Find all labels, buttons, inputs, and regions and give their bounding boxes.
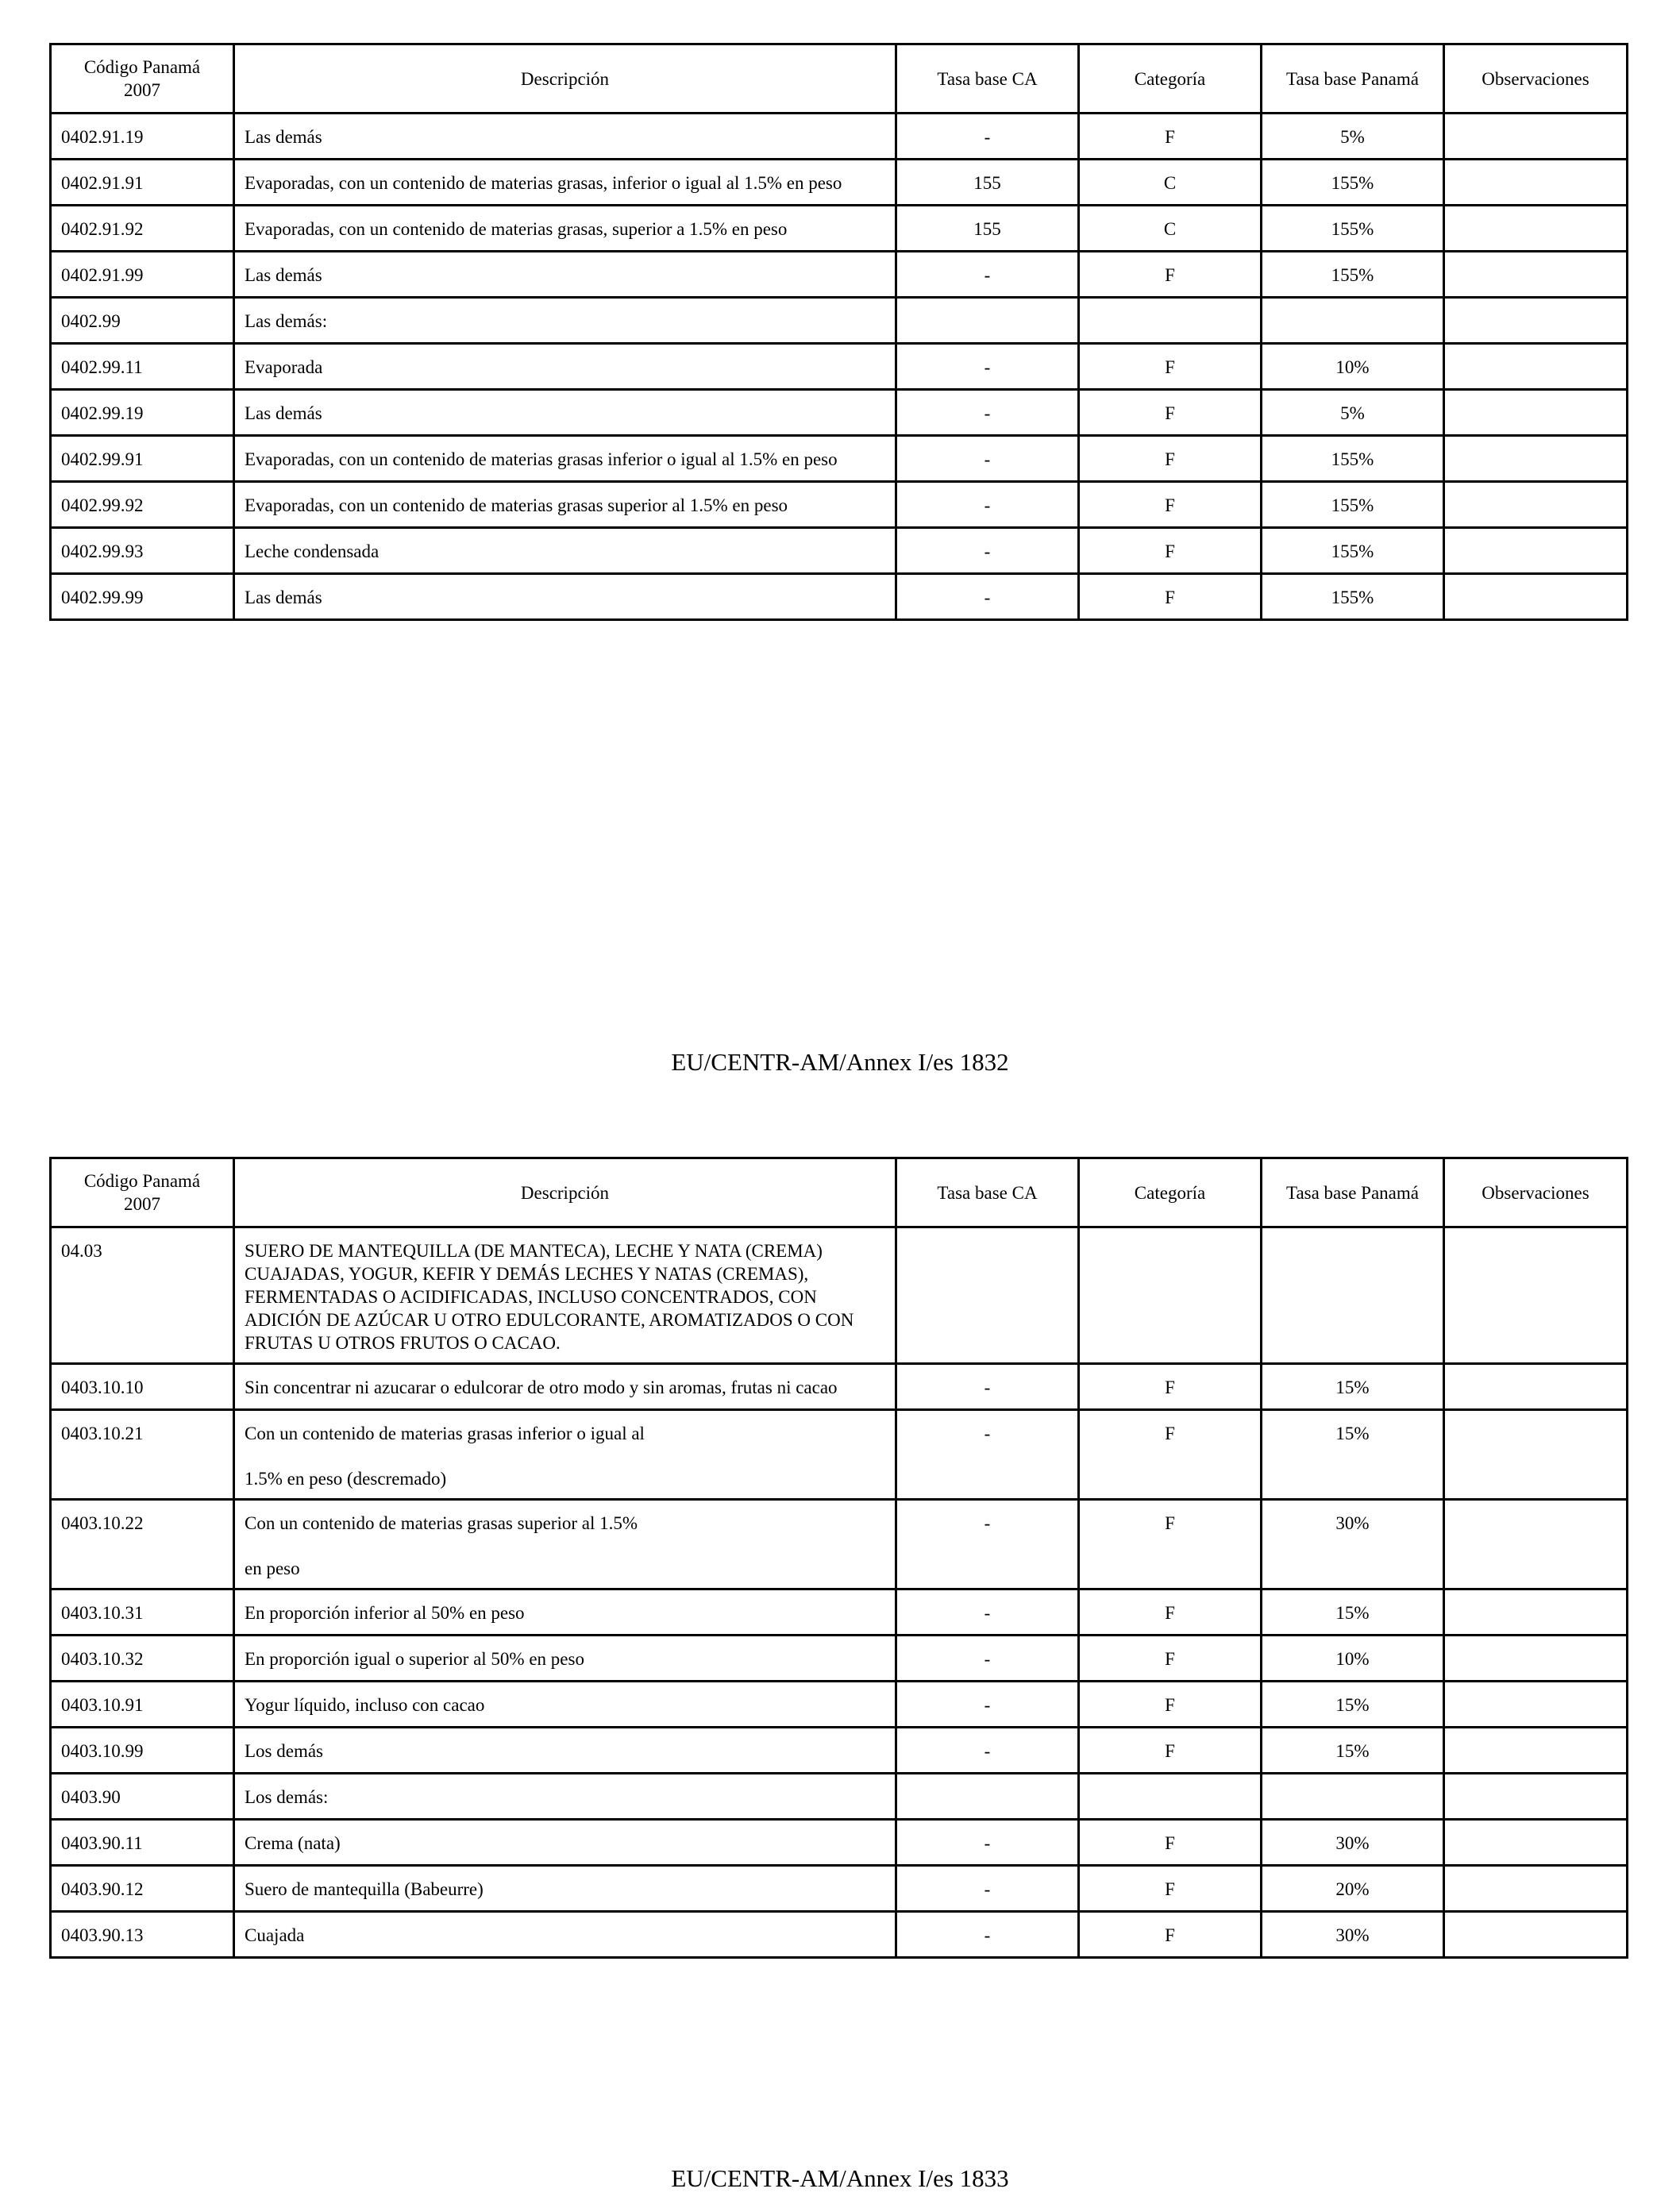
cell-observaciones (1444, 344, 1628, 390)
header-tasa-ca: Tasa base CA (896, 1158, 1079, 1227)
cell-tasa-panama: 10% (1262, 1636, 1444, 1682)
cell-observaciones (1444, 1774, 1628, 1820)
table-body (51, 114, 1628, 620)
cell-tasa-panama: 155% (1262, 436, 1444, 482)
cell-tasa-ca: - (896, 1364, 1079, 1410)
cell-tasa-panama: 155% (1262, 252, 1444, 298)
cell-observaciones (1444, 1364, 1628, 1410)
descripcion-line: Evaporadas, con un contenido de materias grasas inferior o igual al 1.5% en peso (245, 449, 838, 469)
descripcion-line: Crema (nata) (245, 1833, 341, 1853)
table-header-row (51, 44, 1628, 114)
cell-codigo: 0403.90 (51, 1774, 234, 1820)
cell-descripcion (234, 482, 896, 528)
descripcion-line: SUERO DE MANTEQUILLA (DE MANTECA), LECHE Y NATA (CREMA) CUAJADAS, YOGUR, KEFIR Y DEMÁS LECHES Y NATAS (CREMAS), FERMENTADAS O ACIDIFICADAS, INCLUSO CONCENTRADOS, CON ADICIÓN DE AZÚCAR U OTRO EDULCORANTE, AROMATIZADOS O CON FRUTAS U OTROS FRUTOS O CACAO. (245, 1241, 854, 1353)
cell-categoria: C (1079, 206, 1262, 252)
cell-tasa-ca: - (896, 1500, 1079, 1589)
cell-descripcion (234, 1728, 896, 1774)
header-descripcion: Descripción (234, 1158, 896, 1227)
descripcion-line: Las demás (245, 127, 322, 147)
descripcion-line: Evaporada (245, 357, 323, 377)
cell-observaciones (1444, 206, 1628, 252)
cell-observaciones (1444, 1589, 1628, 1636)
cell-categoria: F (1079, 482, 1262, 528)
line-gap (245, 1445, 876, 1467)
cell-codigo: 0403.10.32 (51, 1636, 234, 1682)
header-observaciones: Observaciones (1444, 44, 1628, 114)
cell-tasa-panama: 20% (1262, 1866, 1444, 1912)
cell-tasa-ca: - (896, 1728, 1079, 1774)
cell-tasa-ca: 155 (896, 206, 1079, 252)
cell-descripcion (234, 1820, 896, 1866)
cell-tasa-panama: 155% (1262, 206, 1444, 252)
cell-tasa-panama: 10% (1262, 344, 1444, 390)
cell-tasa-ca: - (896, 1912, 1079, 1958)
tariff-table-page-1833 (49, 1157, 1628, 1959)
descripcion-line: En proporción igual o superior al 50% en peso (245, 1649, 584, 1669)
cell-tasa-ca (896, 298, 1079, 344)
descripcion-line: en peso (245, 1559, 300, 1578)
cell-observaciones (1444, 1820, 1628, 1866)
cell-tasa-ca: - (896, 1866, 1079, 1912)
cell-observaciones (1444, 574, 1628, 620)
cell-codigo: 0402.91.91 (51, 160, 234, 206)
table-row (51, 252, 1628, 298)
cell-codigo: 0402.99.92 (51, 482, 234, 528)
cell-observaciones (1444, 1410, 1628, 1500)
descripcion-line: Los demás (245, 1741, 324, 1761)
cell-categoria: F (1079, 528, 1262, 574)
cell-categoria: F (1079, 114, 1262, 160)
cell-tasa-panama (1262, 1774, 1444, 1820)
table-row (51, 390, 1628, 436)
cell-descripcion (234, 252, 896, 298)
cell-codigo: 0402.99.91 (51, 436, 234, 482)
cell-categoria: F (1079, 1820, 1262, 1866)
header-categoria: Categoría (1079, 44, 1262, 114)
cell-codigo: 0402.99.99 (51, 574, 234, 620)
cell-codigo: 0403.10.10 (51, 1364, 234, 1410)
table-row (51, 1364, 1628, 1410)
cell-categoria: F (1079, 1682, 1262, 1728)
cell-codigo: 0403.10.99 (51, 1728, 234, 1774)
header-codigo-line-2: 2007 (124, 80, 160, 100)
header-observaciones: Observaciones (1444, 1158, 1628, 1227)
cell-descripcion (234, 1589, 896, 1636)
tariff-table-page-1832 (49, 43, 1628, 621)
table-row (51, 1728, 1628, 1774)
table-row (51, 1774, 1628, 1820)
cell-observaciones (1444, 390, 1628, 436)
cell-codigo: 0402.91.92 (51, 206, 234, 252)
cell-descripcion (234, 1364, 896, 1410)
cell-descripcion (234, 574, 896, 620)
cell-codigo: 04.03 (51, 1227, 234, 1364)
cell-descripcion (234, 114, 896, 160)
table-row (51, 1410, 1628, 1500)
descripcion-line: Con un contenido de materias grasas superior al 1.5% (245, 1513, 638, 1533)
cell-categoria: F (1079, 1912, 1262, 1958)
cell-descripcion (234, 160, 896, 206)
cell-observaciones (1444, 298, 1628, 344)
cell-descripcion (234, 1682, 896, 1728)
cell-observaciones (1444, 528, 1628, 574)
cell-categoria: F (1079, 1500, 1262, 1589)
table-row (51, 114, 1628, 160)
cell-observaciones (1444, 1728, 1628, 1774)
cell-codigo: 0402.99.93 (51, 528, 234, 574)
cell-descripcion (234, 1866, 896, 1912)
cell-codigo: 0402.99.19 (51, 390, 234, 436)
table-row (51, 1589, 1628, 1636)
cell-tasa-panama: 15% (1262, 1410, 1444, 1500)
descripcion-line: 1.5% en peso (descremado) (245, 1469, 447, 1489)
cell-categoria: F (1079, 1410, 1262, 1500)
cell-tasa-ca: - (896, 436, 1079, 482)
descripcion-line: Leche condensada (245, 541, 380, 561)
cell-tasa-panama: 30% (1262, 1820, 1444, 1866)
cell-categoria (1079, 1227, 1262, 1364)
cell-categoria: F (1079, 1728, 1262, 1774)
cell-categoria: F (1079, 1866, 1262, 1912)
table-row (51, 1636, 1628, 1682)
table-row (51, 344, 1628, 390)
cell-observaciones (1444, 1912, 1628, 1958)
table-row (51, 1820, 1628, 1866)
cell-codigo: 0403.90.11 (51, 1820, 234, 1866)
descripcion-line: Yogur líquido, incluso con cacao (245, 1695, 485, 1715)
cell-tasa-ca (896, 1774, 1079, 1820)
table-row (51, 1912, 1628, 1958)
cell-tasa-panama: 15% (1262, 1728, 1444, 1774)
page-footer-reference: EU/CENTR-AM/Annex I/es 1833 (671, 2164, 1009, 2192)
cell-tasa-panama: 30% (1262, 1912, 1444, 1958)
table-row (51, 1682, 1628, 1728)
descripcion-line: Evaporadas, con un contenido de materias grasas, superior a 1.5% en peso (245, 219, 788, 239)
cell-tasa-panama: 5% (1262, 114, 1444, 160)
cell-tasa-ca: - (896, 344, 1079, 390)
cell-tasa-ca: - (896, 1820, 1079, 1866)
cell-tasa-ca: - (896, 574, 1079, 620)
cell-categoria: F (1079, 1364, 1262, 1410)
table-row (51, 574, 1628, 620)
cell-tasa-ca: - (896, 482, 1079, 528)
table-header-row (51, 1158, 1628, 1227)
cell-categoria: F (1079, 436, 1262, 482)
cell-codigo: 0403.10.91 (51, 1682, 234, 1728)
table-row (51, 1227, 1628, 1364)
cell-codigo: 0403.90.13 (51, 1912, 234, 1958)
cell-tasa-ca: - (896, 1636, 1079, 1682)
table-body (51, 1227, 1628, 1958)
cell-descripcion (234, 298, 896, 344)
descripcion-line: Las demás: (245, 311, 328, 331)
descripcion-line: Las demás (245, 403, 322, 423)
cell-categoria: F (1079, 390, 1262, 436)
header-tasa-panama: Tasa base Panamá (1262, 44, 1444, 114)
table-row (51, 528, 1628, 574)
cell-descripcion (234, 1912, 896, 1958)
cell-descripcion (234, 1774, 896, 1820)
cell-descripcion (234, 390, 896, 436)
cell-categoria (1079, 1774, 1262, 1820)
cell-codigo: 0403.10.31 (51, 1589, 234, 1636)
cell-tasa-ca: - (896, 114, 1079, 160)
cell-observaciones (1444, 1500, 1628, 1589)
descripcion-line: Con un contenido de materias grasas inferior o igual al (245, 1424, 645, 1443)
cell-codigo: 0403.10.22 (51, 1500, 234, 1589)
cell-tasa-ca: - (896, 1410, 1079, 1500)
cell-categoria: C (1079, 160, 1262, 206)
cell-categoria: F (1079, 344, 1262, 390)
cell-tasa-ca: - (896, 390, 1079, 436)
cell-tasa-panama: 155% (1262, 482, 1444, 528)
descripcion-line: Las demás (245, 588, 322, 607)
cell-tasa-panama: 155% (1262, 528, 1444, 574)
table-row (51, 482, 1628, 528)
cell-tasa-panama (1262, 1227, 1444, 1364)
cell-descripcion (234, 1227, 896, 1364)
descripcion-line: Suero de mantequilla (Babeurre) (245, 1879, 484, 1899)
cell-tasa-ca: - (896, 528, 1079, 574)
cell-categoria: F (1079, 252, 1262, 298)
descripcion-line: En proporción inferior al 50% en peso (245, 1603, 525, 1623)
cell-descripcion (234, 1500, 896, 1589)
cell-descripcion (234, 1636, 896, 1682)
cell-tasa-ca: - (896, 1682, 1079, 1728)
descripcion-line: Evaporadas, con un contenido de materias grasas, inferior o igual al 1.5% en peso (245, 173, 842, 193)
header-codigo (51, 44, 234, 114)
cell-tasa-panama: 30% (1262, 1500, 1444, 1589)
descripcion-line: Cuajada (245, 1925, 305, 1945)
table-row (51, 1866, 1628, 1912)
cell-tasa-panama (1262, 298, 1444, 344)
cell-observaciones (1444, 436, 1628, 482)
header-codigo-line-1: Código Panamá (83, 57, 201, 77)
cell-observaciones (1444, 160, 1628, 206)
cell-observaciones (1444, 252, 1628, 298)
line-gap (245, 1535, 876, 1557)
cell-tasa-panama: 15% (1262, 1682, 1444, 1728)
cell-categoria: F (1079, 1636, 1262, 1682)
cell-observaciones (1444, 1636, 1628, 1682)
cell-tasa-panama: 155% (1262, 574, 1444, 620)
cell-descripcion (234, 1410, 896, 1500)
cell-tasa-ca (896, 1227, 1079, 1364)
header-codigo-line-2: 2007 (124, 1194, 160, 1214)
cell-descripcion (234, 436, 896, 482)
descripcion-line: Sin concentrar ni azucarar o edulcorar de otro modo y sin aromas, frutas ni cacao (245, 1378, 838, 1397)
table-row (51, 206, 1628, 252)
page-footer-reference: EU/CENTR-AM/Annex I/es 1832 (671, 1048, 1009, 1076)
cell-categoria: F (1079, 574, 1262, 620)
cell-categoria (1079, 298, 1262, 344)
cell-tasa-panama: 15% (1262, 1364, 1444, 1410)
cell-observaciones (1444, 1227, 1628, 1364)
cell-descripcion (234, 528, 896, 574)
descripcion-line: Las demás (245, 265, 322, 285)
header-codigo (51, 1158, 234, 1227)
cell-codigo: 0402.99.11 (51, 344, 234, 390)
cell-codigo: 0402.91.99 (51, 252, 234, 298)
table-row (51, 1500, 1628, 1589)
descripcion-line: Evaporadas, con un contenido de materias grasas superior al 1.5% en peso (245, 495, 788, 515)
cell-tasa-ca: - (896, 1589, 1079, 1636)
table-row (51, 160, 1628, 206)
table-row (51, 436, 1628, 482)
cell-observaciones (1444, 482, 1628, 528)
cell-codigo: 0402.91.19 (51, 114, 234, 160)
cell-tasa-ca: 155 (896, 160, 1079, 206)
header-descripcion: Descripción (234, 44, 896, 114)
cell-tasa-panama: 5% (1262, 390, 1444, 436)
header-categoria: Categoría (1079, 1158, 1262, 1227)
cell-observaciones (1444, 1682, 1628, 1728)
cell-observaciones (1444, 114, 1628, 160)
header-tasa-panama: Tasa base Panamá (1262, 1158, 1444, 1227)
cell-codigo: 0403.10.21 (51, 1410, 234, 1500)
descripcion-line: Los demás: (245, 1787, 329, 1807)
cell-descripcion (234, 206, 896, 252)
table-row (51, 298, 1628, 344)
cell-observaciones (1444, 1866, 1628, 1912)
cell-descripcion (234, 344, 896, 390)
cell-tasa-panama: 15% (1262, 1589, 1444, 1636)
cell-codigo: 0402.99 (51, 298, 234, 344)
cell-tasa-panama: 155% (1262, 160, 1444, 206)
cell-categoria: F (1079, 1589, 1262, 1636)
cell-tasa-ca: - (896, 252, 1079, 298)
header-tasa-ca: Tasa base CA (896, 44, 1079, 114)
header-codigo-line-1: Código Panamá (83, 1171, 201, 1191)
cell-codigo: 0403.90.12 (51, 1866, 234, 1912)
